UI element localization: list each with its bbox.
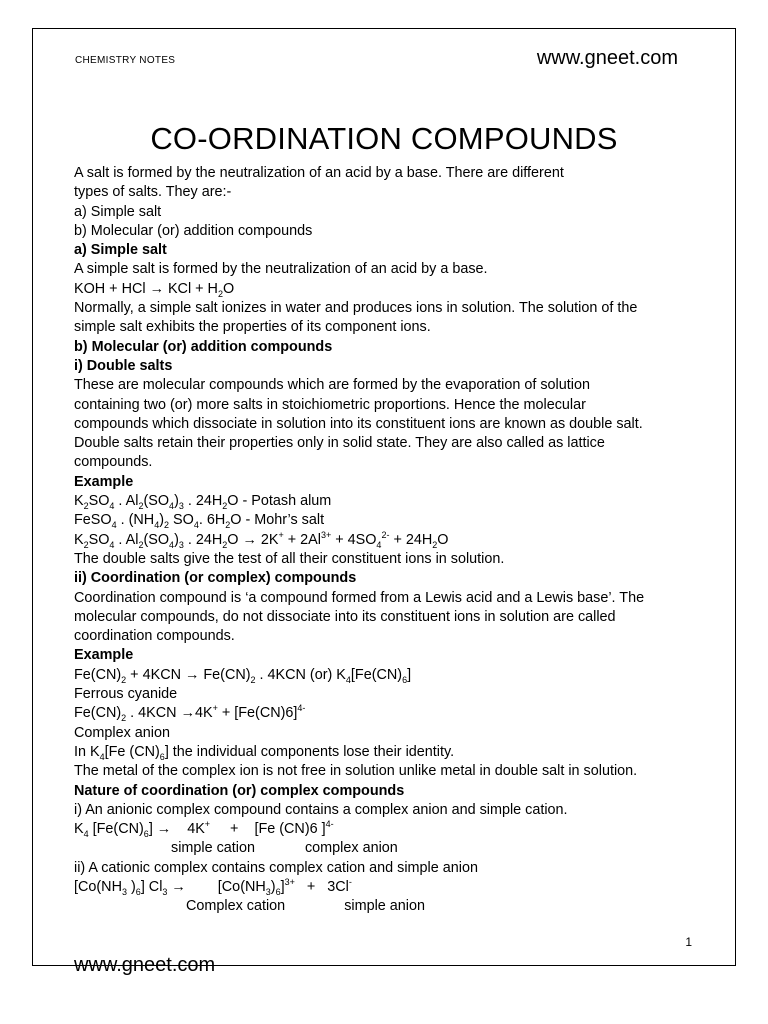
- text-line: molecular compounds, do not dissociate into its constituent ions in solution are called: [74, 608, 616, 625]
- equation-cationic-complex: [$Co(NH_3$ )$_6$] $Cl_3$ → $[Co(NH_3)_6]^{3+} + 3Cl^-$: [74, 877, 352, 897]
- footer-site-link[interactable]: www.gneet.com: [74, 954, 216, 976]
- caption-line: Complex cation simple anion: [186, 898, 425, 915]
- text-line: These are molecular compounds which are formed by the evaporation of solution: [74, 377, 590, 394]
- text-identity-line: In $K_4[Fe$ $(CN)_6$] the individual components lose their identity.: [74, 743, 455, 762]
- subsection-heading: ii) Coordination (or complex) compounds: [74, 570, 357, 587]
- example-heading: Example: [74, 647, 134, 664]
- text-line: b) Molecular (or) addition compounds: [74, 222, 313, 239]
- text-line: simple salt exhibits the properties of its component ions.: [74, 319, 431, 336]
- text-line: A salt is formed by the neutralization of an acid by a base. There are different: [74, 165, 564, 181]
- text-line: Coordination compound is ‘a compound formed from a Lewis acid and a Lewis base’. The: [74, 589, 645, 606]
- text-line: A simple salt is formed by the neutralization of an acid by a base.: [74, 261, 488, 278]
- text-line: ii) A cationic complex contains complex cation and simple anion: [74, 859, 478, 876]
- equation-line: KOH + HCl → KCl + $H_2O$: [74, 280, 235, 299]
- formula-mohrs-salt: FeSO$_4$ . $(NH_4)_2$ $SO_4$. $6H_2O$ - Mohr’s salt: [74, 512, 325, 531]
- text-line: types of salts. They are:-: [74, 184, 232, 201]
- caption-line: simple cation complex anion: [171, 840, 398, 857]
- equation-ferrocyanide: $Fe(CN)_2 + 4KCN \to Fe(CN)_2$ . 4KCN (or) $K_4[Fe(CN)_6]$: [74, 666, 412, 685]
- text-line: compounds which dissociate in solution into its constituent ions are known as double salt.: [74, 415, 643, 432]
- page-number: 1: [685, 935, 692, 949]
- text-line: Double salts retain their properties only in solid state. They are also called as lattice: [74, 435, 605, 452]
- section-heading: Nature of coordination (or) complex compounds: [74, 782, 405, 799]
- equation-dissociation: $Fe(CN)_2$ . $4KCN \to 4K^+ + [Fe(CN)6]^{4-}$: [74, 703, 306, 724]
- equation-alum-dissociation: $K_2SO_4$ . $Al_2(SO_4)_3$ . $24H_2O \to 2K^+ + 2Al^{3+} + 4SO_4^{2-} + 24H_2O$: [74, 529, 449, 550]
- text-line: coordination compounds.: [74, 628, 235, 645]
- subject-label: CHEMISTRY NOTES: [75, 55, 176, 66]
- formula-potash-alum: $K_2SO_4$ . $Al_2(SO_4)_3$ . $24H_2O$ - Potash alum: [74, 493, 332, 511]
- text-line: Ferrous cyanide: [74, 686, 178, 703]
- text-line: Normally, a simple salt ionizes in water and produces ions in solution. The solution of the: [74, 300, 638, 317]
- section-heading: b) Molecular (or) addition compounds: [74, 338, 333, 355]
- text-line: i) An anionic complex compound contains a complex anion and simple cation.: [74, 801, 568, 818]
- text-line: compounds.: [74, 454, 153, 471]
- text-line: The double salts give the test of all their constituent ions in solution.: [74, 550, 505, 567]
- text-line: The metal of the complex ion is not free in solution unlike metal in double salt in solution.: [74, 763, 638, 780]
- example-heading: Example: [74, 473, 134, 490]
- equation-anionic-complex: $K_4$ $[Fe(CN)_6]$ → 4K+ + [Fe (CN)6 ]$^{4-}$: [74, 819, 334, 839]
- text-line: a) Simple salt: [74, 203, 162, 220]
- text-line: containing two (or) more salts in stoichiometric proportions. Hence the molecular: [74, 396, 586, 413]
- text-line: Complex anion: [74, 724, 170, 741]
- header-site-link[interactable]: www.gneet.com: [536, 47, 678, 69]
- document-body: [74, 164, 714, 917]
- subsection-heading: i) Double salts: [74, 357, 173, 374]
- page-title: CO-ORDINATION COMPOUNDS: [150, 121, 618, 156]
- section-heading: a) Simple salt: [74, 242, 167, 259]
